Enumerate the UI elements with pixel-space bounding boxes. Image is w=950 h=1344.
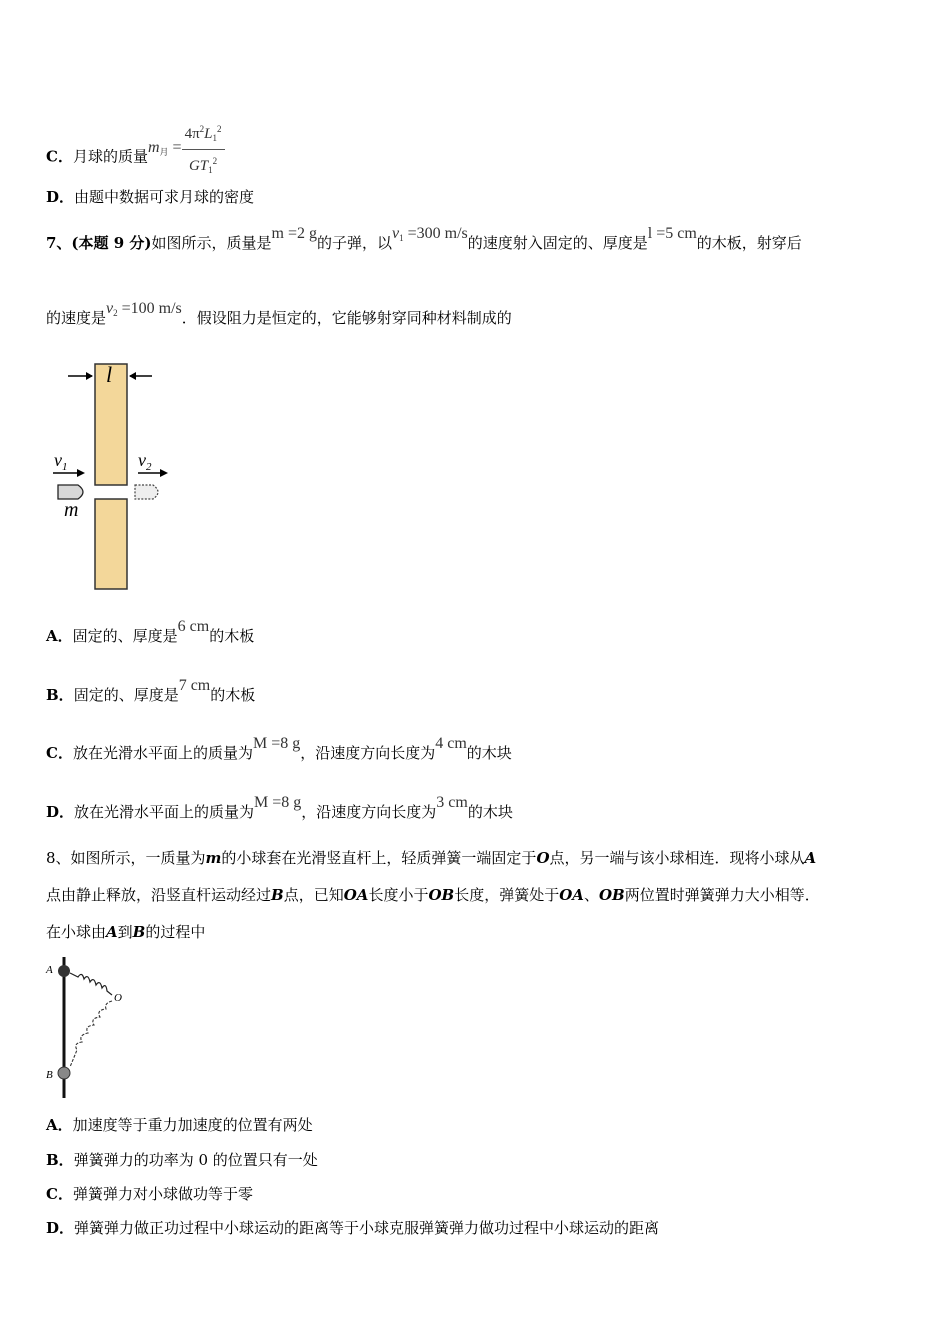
- pi-exponent: 2: [199, 124, 205, 134]
- option-text: 的木块: [466, 744, 512, 762]
- v1-value: [392, 225, 468, 242]
- q8-stem-line3: [46, 921, 205, 943]
- option-text: 的木板: [210, 686, 256, 704]
- v2-value: [106, 300, 182, 317]
- option-value: M =8 g: [252, 735, 301, 752]
- option-letter: A．: [46, 1116, 73, 1134]
- q7-option-a: [46, 618, 255, 648]
- mass-value: m =2 g: [271, 225, 317, 242]
- q7-option-b: [46, 677, 256, 707]
- spring-rod-figure: [44, 955, 134, 1100]
- symbol: OB: [428, 886, 455, 904]
- q8-option-c: [46, 1183, 253, 1205]
- option-text: 的木板: [209, 627, 255, 645]
- option-value: 3 cm: [436, 794, 468, 811]
- option-text: 的木块: [467, 803, 513, 821]
- stem-text: 长度，弹簧处于: [454, 886, 560, 904]
- option-text: 弹簧弹力做正功过程中小球运动的距离等于小球克服弹簧弹力做功过程中小球运动的距离: [74, 1219, 660, 1237]
- option-text: 放在光滑水平面上的质量为: [72, 744, 253, 762]
- stem-text: 点由静止释放，沿竖直杆运动经过: [46, 886, 272, 904]
- q7-stem-line2: [46, 300, 512, 334]
- option-letter: B．: [46, 1151, 74, 1169]
- stem-text: 的小球套在光滑竖直杆上，轻质弹簧一端固定于: [221, 849, 537, 867]
- option-value: 7 cm: [178, 677, 211, 694]
- stem-text: 的速度是: [46, 309, 107, 327]
- option-text: 由题中数据可求月球的密度: [74, 188, 255, 206]
- symbol: OA: [343, 886, 369, 904]
- option-text: ，沿速度方向长度为: [300, 744, 436, 762]
- stem-text: 的木板，射穿后: [696, 234, 802, 252]
- stem-text: 到: [117, 923, 133, 941]
- equals-sign: =: [172, 138, 182, 156]
- stem-text: 8、如图所示，一质量为: [46, 849, 206, 867]
- q6-option-c: [46, 126, 225, 189]
- ball-a: [58, 965, 70, 977]
- symbol: B: [132, 923, 146, 941]
- option-text: ，沿速度方向长度为: [301, 803, 437, 821]
- stem-text: 长度小于: [368, 886, 429, 904]
- stem-text: 的过程中: [145, 923, 206, 941]
- stem-text: ．假设阻力是恒定的，它能够射穿同种材料制成的: [181, 309, 512, 327]
- symbol: A: [804, 849, 817, 867]
- stem-text: 、: [583, 886, 599, 904]
- symbol: OB: [598, 886, 625, 904]
- option-value: M =8 g: [254, 794, 302, 811]
- symbol: OA: [559, 886, 584, 904]
- q8-stem-line1: [46, 847, 816, 869]
- L-subscript: 1: [212, 133, 217, 143]
- q8-stem-line2: [46, 884, 820, 906]
- option-letter: D．: [46, 1219, 75, 1237]
- option-letter: D．: [46, 188, 75, 206]
- option-text: 固定的、厚度是: [73, 686, 179, 704]
- label-b: B: [46, 1069, 53, 1081]
- spring-oa: [70, 973, 112, 995]
- stem-text: 点，另一端与该小球相连．现将小球从: [549, 849, 805, 867]
- stem-text: 两位置时弹簧弹力大小相等．: [624, 886, 820, 904]
- mass-subscript: 月: [159, 146, 169, 157]
- bullet: [58, 485, 83, 499]
- v1-number: =300 m/s: [403, 225, 468, 242]
- fraction-denominator: [182, 150, 225, 181]
- option-text: 放在光滑水平面上的质量为: [74, 803, 255, 821]
- q7-option-d: [46, 794, 513, 824]
- v1-label: $v_1$: [54, 450, 68, 473]
- v2-number: =100 m/s: [117, 300, 182, 317]
- option-text: 弹簧弹力对小球做功等于零: [72, 1185, 253, 1203]
- v1-subscript: 1: [399, 233, 404, 243]
- spring-ob: [70, 1001, 112, 1067]
- stem-text: 在小球由: [46, 923, 107, 941]
- T-exponent: 2: [212, 156, 218, 166]
- T-subscript: 1: [208, 165, 213, 175]
- option-letter: D．: [46, 803, 75, 821]
- mass-symbol: m: [147, 138, 160, 156]
- stem-text: 的速度射入固定的、厚度是: [467, 234, 648, 252]
- ball-b: [58, 1067, 70, 1079]
- thickness-label: l: [106, 362, 113, 387]
- fraction-numerator: [182, 118, 225, 150]
- bullet-exit: [135, 485, 158, 499]
- question-number: 7、(本题 9 分): [46, 234, 152, 252]
- option-letter: C．: [46, 1185, 73, 1203]
- v2-subscript: 2: [113, 308, 118, 318]
- wood-board-bottom: [95, 499, 127, 589]
- option-text: 月球的质量: [72, 147, 148, 166]
- option-text: 加速度等于重力加速度的位置有两处: [72, 1116, 313, 1134]
- symbol: m: [205, 849, 222, 867]
- option-text: 弹簧弹力的功率为 0 的位置只有一处: [73, 1151, 318, 1169]
- mass-label: m: [64, 499, 79, 521]
- q8-option-b: [46, 1149, 318, 1171]
- stem-text: 的子弹，以: [317, 234, 393, 252]
- thickness-value: l =5 cm: [647, 225, 697, 242]
- q7-option-c: [46, 735, 512, 765]
- option-text: 固定的、厚度是: [72, 627, 178, 645]
- q8-option-a: [46, 1114, 313, 1136]
- option-letter: C．: [46, 744, 73, 762]
- option-letter: B．: [46, 686, 74, 704]
- symbol: B: [271, 886, 284, 904]
- formula-lhs: [148, 139, 182, 156]
- mass-fraction: [182, 118, 225, 181]
- stem-text: 点，已知: [283, 886, 344, 904]
- option-letter: C．: [46, 147, 73, 166]
- v2-label: $v_2$: [138, 450, 152, 473]
- stem-text: 如图所示，质量是: [151, 234, 272, 252]
- numerator-L: L: [204, 126, 213, 142]
- q8-option-d: [46, 1217, 659, 1239]
- v2-symbol: v: [106, 300, 114, 317]
- option-value: 4 cm: [435, 735, 467, 752]
- L-exponent: 2: [217, 124, 222, 134]
- label-a: A: [46, 964, 53, 976]
- q6-option-d: [46, 186, 254, 208]
- numerator-pi: 4π: [184, 126, 200, 142]
- symbol: A: [106, 923, 118, 941]
- denominator-GT: GT: [188, 158, 209, 174]
- v1-symbol: v: [392, 225, 400, 242]
- bullet-board-figure: [50, 362, 180, 592]
- label-o: O: [114, 992, 122, 1004]
- symbol: O: [536, 849, 550, 867]
- option-letter: A．: [46, 627, 73, 645]
- q7-stem-line1: [46, 225, 802, 259]
- option-value: 6 cm: [177, 618, 210, 635]
